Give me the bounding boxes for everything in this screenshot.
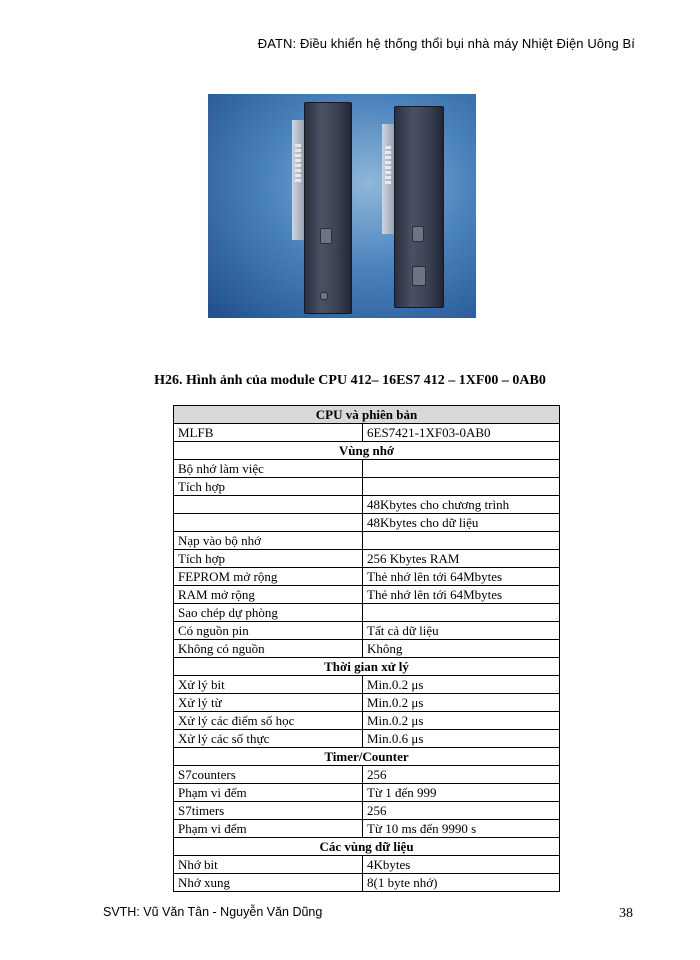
table-row xyxy=(174,712,560,730)
table-row xyxy=(174,640,560,658)
table-row xyxy=(174,478,560,496)
table-row xyxy=(174,532,560,550)
spec-name-cell xyxy=(174,514,363,532)
spec-name-cell: S7counters xyxy=(174,766,363,784)
spec-name-cell: S7timers xyxy=(174,802,363,820)
table-section-header xyxy=(174,748,560,766)
spec-value-cell: Từ 1 đến 999 xyxy=(363,784,560,802)
spec-value-cell: Min.0.6 μs xyxy=(363,730,560,748)
table-section-header xyxy=(174,838,560,856)
spec-value-cell: Min.0.2 μs xyxy=(363,694,560,712)
section-title: CPU và phiên bản xyxy=(174,406,560,424)
spec-name-cell: Xử lý từ xyxy=(174,694,363,712)
page-header: ĐATN: Điều khiển hệ thống thổi bụi nhà máy Nhiệt Điện Uông Bí xyxy=(257,36,635,51)
table-section-header xyxy=(174,406,560,424)
section-title: Thời gian xử lý xyxy=(174,658,560,676)
cpu-module-photo xyxy=(208,94,476,318)
section-title: Vùng nhớ xyxy=(174,442,560,460)
spec-name-cell: Không có nguồn xyxy=(174,640,363,658)
table-row xyxy=(174,874,560,892)
figure-caption: H26. Hình ảnh của module CPU 412– 16ES7 412 – 1XF00 – 0AB0 xyxy=(154,373,546,388)
spec-value-cell: 48Kbytes cho chương trình xyxy=(363,496,560,514)
table-row xyxy=(174,784,560,802)
table-row xyxy=(174,424,560,442)
table-row xyxy=(174,586,560,604)
spec-value-cell: 4Kbytes xyxy=(363,856,560,874)
spec-value-cell: Thẻ nhớ lên tới 64Mbytes xyxy=(363,568,560,586)
spec-name-cell: RAM mở rộng xyxy=(174,586,363,604)
table-row xyxy=(174,568,560,586)
spec-value-cell: Từ 10 ms đến 9990 s xyxy=(363,820,560,838)
spec-value-cell: Thẻ nhớ lên tới 64Mbytes xyxy=(363,586,560,604)
table-row xyxy=(174,856,560,874)
spec-value-cell: Không xyxy=(363,640,560,658)
spec-value-cell: 6ES7421-1XF03-0AB0 xyxy=(363,424,560,442)
spec-value-cell: 48Kbytes cho dữ liệu xyxy=(363,514,560,532)
spec-name-cell: Xử lý bit xyxy=(174,676,363,694)
table-row xyxy=(174,496,560,514)
table-row xyxy=(174,802,560,820)
table-row xyxy=(174,622,560,640)
spec-value-cell: Min.0.2 μs xyxy=(363,676,560,694)
spec-value-cell: 256 xyxy=(363,766,560,784)
table-row xyxy=(174,514,560,532)
table-row xyxy=(174,730,560,748)
spec-name-cell: Tích hợp xyxy=(174,478,363,496)
spec-name-cell: Xử lý các số thực xyxy=(174,730,363,748)
table-row xyxy=(174,460,560,478)
section-title: Các vùng dữ liệu xyxy=(174,838,560,856)
spec-value-cell: Tất cả dữ liệu xyxy=(363,622,560,640)
spec-name-cell xyxy=(174,496,363,514)
page-number: 38 xyxy=(619,906,633,921)
spec-value-cell xyxy=(363,460,560,478)
table-section-header xyxy=(174,658,560,676)
spec-name-cell: Nhớ bit xyxy=(174,856,363,874)
spec-value-cell: 256 xyxy=(363,802,560,820)
spec-name-cell: MLFB xyxy=(174,424,363,442)
cpu-spec-table xyxy=(173,405,560,892)
spec-value-cell xyxy=(363,532,560,550)
spec-name-cell: Xử lý các điểm số học xyxy=(174,712,363,730)
table-section-header xyxy=(174,442,560,460)
section-title: Timer/Counter xyxy=(174,748,560,766)
spec-name-cell: Bộ nhớ làm việc xyxy=(174,460,363,478)
table-row xyxy=(174,604,560,622)
cpu-module-right-image xyxy=(382,106,446,312)
spec-value-cell xyxy=(363,604,560,622)
spec-name-cell: Sao chép dự phòng xyxy=(174,604,363,622)
spec-name-cell: Tích hợp xyxy=(174,550,363,568)
spec-name-cell: Phạm vi đếm xyxy=(174,784,363,802)
table-row xyxy=(174,820,560,838)
spec-value-cell xyxy=(363,478,560,496)
footer-authors: SVTH: Vũ Văn Tân - Nguyễn Văn Dũng xyxy=(103,905,323,919)
spec-name-cell: Có nguồn pin xyxy=(174,622,363,640)
table-row xyxy=(174,694,560,712)
spec-name-cell: Phạm vi đếm xyxy=(174,820,363,838)
spec-value-cell: 8(1 byte nhớ) xyxy=(363,874,560,892)
spec-value-cell: Min.0.2 μs xyxy=(363,712,560,730)
spec-name-cell: FEPROM mở rộng xyxy=(174,568,363,586)
cpu-module-left-image xyxy=(292,102,352,314)
table-row xyxy=(174,676,560,694)
table-row xyxy=(174,766,560,784)
spec-name-cell: Nhớ xung xyxy=(174,874,363,892)
spec-value-cell: 256 Kbytes RAM xyxy=(363,550,560,568)
spec-name-cell: Nạp vào bộ nhớ xyxy=(174,532,363,550)
table-row xyxy=(174,550,560,568)
